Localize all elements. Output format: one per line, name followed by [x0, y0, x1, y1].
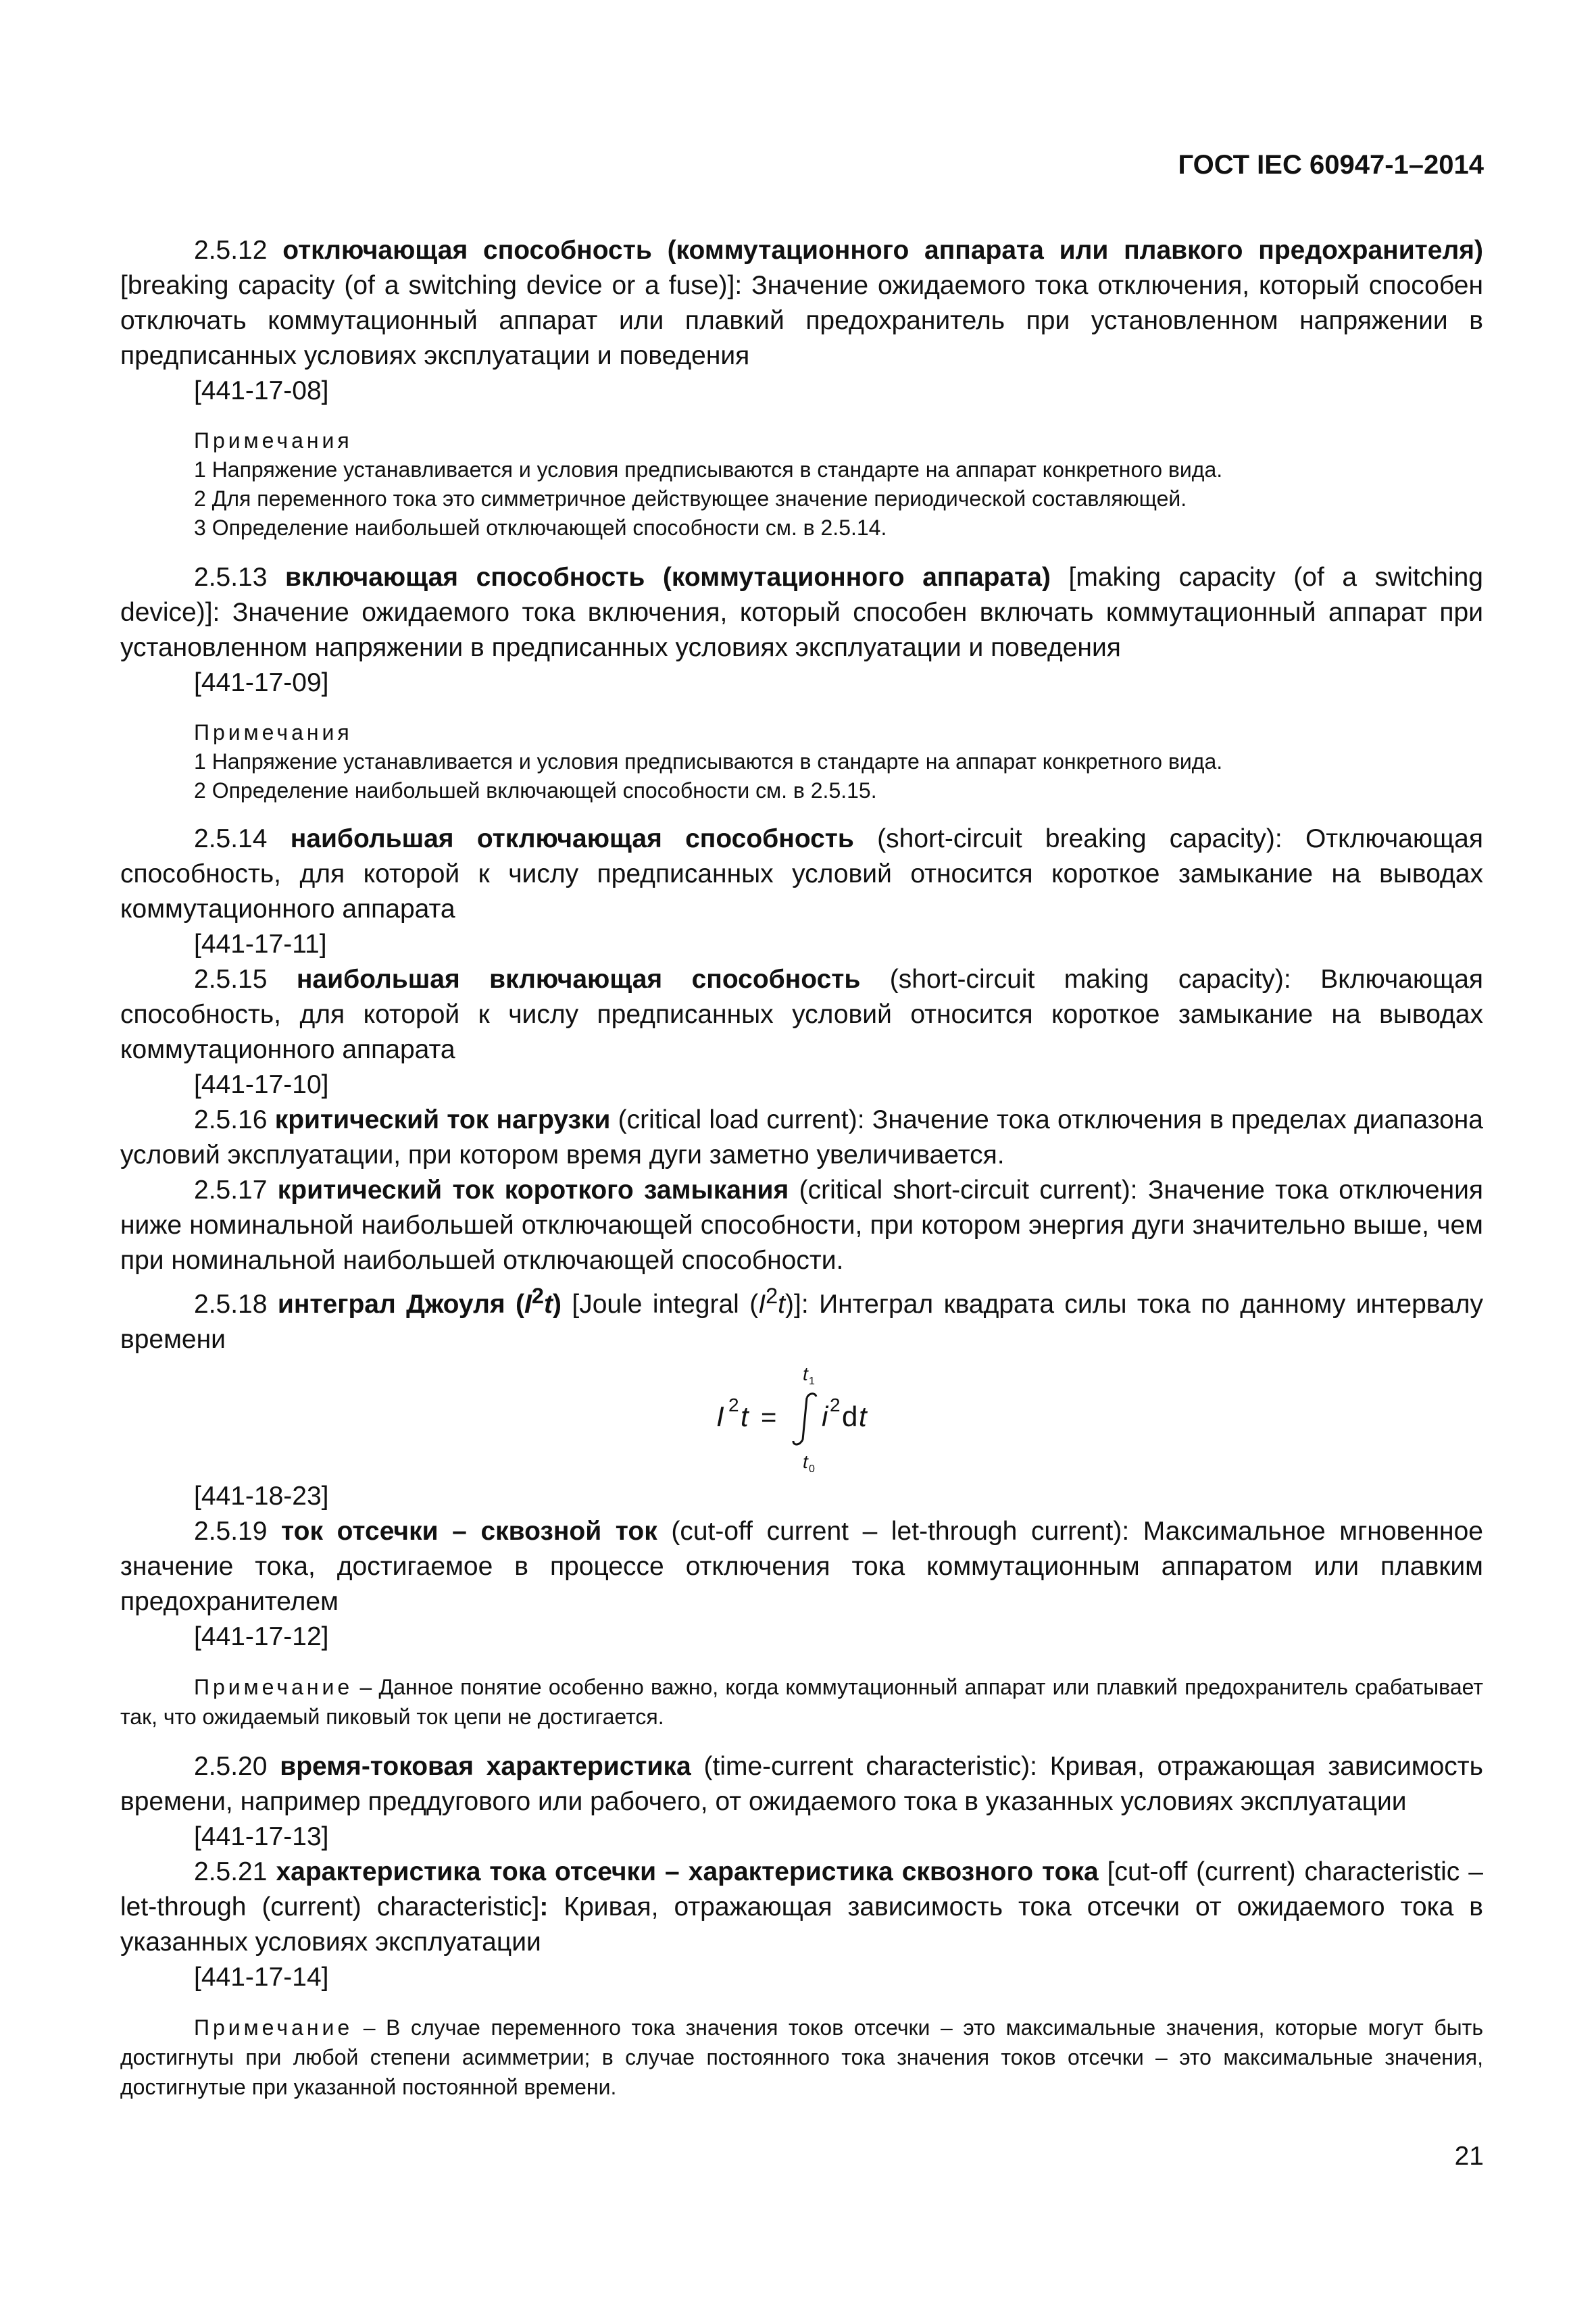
term-text: ): [552, 1290, 562, 1319]
formula-equals: =: [761, 1403, 777, 1432]
definition-paragraph: [120, 1278, 1483, 1357]
note-heading: Примечание: [194, 1675, 353, 1699]
english-term: (short-circuit breaking capacity):: [877, 824, 1282, 853]
clause-number: 2.5.18: [194, 1290, 268, 1319]
iec-reference: [441-18-23]: [194, 1482, 329, 1511]
section-2-5-15: [120, 962, 1483, 1103]
formula-lhs-I: I: [716, 1401, 724, 1432]
term: наибольшая включающая способность: [296, 965, 861, 994]
section-2-5-19: [120, 1514, 1483, 1732]
definition-text: Значение тока отключения ниже номинальной наибольшей отключающей способности, при котором энергия дуги значительно выше, чем при номинальной наибольшей отключающей способности.: [120, 1176, 1484, 1275]
clause-number: 2.5.16: [194, 1105, 268, 1134]
note-item: 2 Для переменного тока это симметричное действующее значение периодической составляющей.: [194, 486, 1187, 511]
definition-text: Кривая, отражающая зависимость тока отсечки от ожидаемого тока в указанных условиях эксплуатации: [120, 1892, 1483, 1957]
note-paragraph: [120, 1672, 1483, 1732]
term-text: интеграл Джоуля (: [277, 1290, 525, 1319]
iec-reference: [441-17-10]: [194, 1070, 329, 1099]
definition-paragraph: [120, 1103, 1483, 1173]
english-term: [572, 1284, 809, 1319]
definition-paragraph: [120, 233, 1483, 374]
document-code: ГОСТ IEC 60947-1–2014: [1178, 150, 1484, 180]
notes-block: [120, 426, 1483, 543]
definition-paragraph: [120, 822, 1483, 927]
english-symbol: t: [778, 1290, 785, 1319]
english-term: [breaking capacity (of a switching device or a fuse)]:: [120, 271, 743, 300]
definition-paragraph: [120, 1514, 1483, 1619]
formula-rhs-i: i: [822, 1401, 828, 1432]
definition-text: Включающая способность, для которой к числу предписанных условий относится короткое замыкание на выводах коммутационного аппарата: [120, 965, 1484, 1064]
term: отключающая способность (коммутационного аппарата или плавкого предохранителя): [282, 236, 1483, 265]
note-heading: Примечание: [194, 2015, 353, 2040]
formula-lower-limit: t: [803, 1451, 808, 1472]
notes-heading: Примечания: [194, 428, 353, 453]
section-2-5-17: [120, 1173, 1483, 1278]
definition-text: Отключающая способность, для которой к числу предписанных условий относится короткое замыкание на выводах коммутационного аппарата: [120, 824, 1483, 924]
section-2-5-12: [120, 233, 1483, 543]
note-item: 3 Определение наибольшей отключающей способности см. в 2.5.14.: [194, 515, 887, 540]
iec-reference: [441-17-11]: [194, 930, 327, 959]
note-item: 2 Определение наибольшей включающей способности см. в 2.5.15.: [194, 778, 877, 803]
term: наибольшая отключающая способность: [290, 824, 854, 853]
term: характеристика тока отсечки – характеристика сквозного тока: [276, 1857, 1099, 1886]
definition-text: Значение тока отключения в пределах диапазона условий эксплуатации, при котором время дуги заметно увеличивается.: [120, 1105, 1483, 1169]
clause-number: 2.5.21: [194, 1857, 268, 1886]
definition-paragraph: [120, 962, 1483, 1067]
clause-number: 2.5.17: [194, 1176, 268, 1205]
term: [277, 1284, 562, 1319]
page-number: 21: [1454, 2142, 1484, 2171]
definition-text: Интеграл квадрата силы тока по данному интервалу времени: [120, 1290, 1484, 1354]
formula-rhs-d: d: [842, 1401, 858, 1432]
formula-rhs-exponent: 2: [830, 1394, 841, 1415]
definition-text: Кривая, отражающая зависимость времени, например преддугового или рабочего, от ожидаемого тока в указанных условиях эксплуатации: [120, 1752, 1483, 1816]
section-2-5-20: [120, 1749, 1483, 1855]
notes-heading: Примечания: [194, 720, 353, 745]
english-term: [cut-off (current) characteristic – let-through (current) characteristic]: [120, 1857, 1483, 1921]
note-item: 1 Напряжение устанавливается и условия предписываются в стандарте на аппарат конкретного вида.: [194, 457, 1223, 482]
section-2-5-21: [120, 1855, 1483, 2102]
iec-reference: [441-17-13]: [194, 1822, 329, 1851]
formula-lhs-exponent: 2: [728, 1394, 739, 1415]
formula-lhs-t: t: [741, 1401, 749, 1432]
iec-reference: [441-17-09]: [194, 668, 329, 697]
english-term: [making capacity (of a switching device)]:: [120, 563, 1483, 627]
english-term: (cut-off current – let-through current):: [671, 1517, 1130, 1546]
definition-text: Значение ожидаемого тока включения, который способен включать коммутационный аппарат при установленном напряжении в предписанных условиях эксплуатации и поведения: [120, 598, 1483, 662]
iec-reference: [441-17-12]: [194, 1622, 329, 1651]
section-2-5-18: [120, 1278, 1483, 1514]
term: включающая способность (коммутационного аппарата): [285, 563, 1051, 592]
note-item: 1 Напряжение устанавливается и условия предписываются в стандарте на аппарат конкретного вида.: [194, 749, 1223, 774]
formula-rhs-t: t: [859, 1401, 867, 1432]
clause-number: 2.5.19: [194, 1517, 268, 1546]
term-symbol: I: [524, 1290, 532, 1319]
iec-reference: [441-17-14]: [194, 1963, 329, 1992]
term: критический ток нагрузки: [274, 1105, 611, 1134]
definition-paragraph: [120, 560, 1483, 665]
document-body: [120, 233, 1483, 2102]
note-paragraph: [120, 2013, 1483, 2102]
term: время-токовая характеристика: [280, 1752, 691, 1781]
definition-text: Максимальное мгновенное значение тока, достигаемое в процессе отключения тока коммутационным аппаратом или плавким предохранителем: [120, 1517, 1483, 1616]
colon: :: [539, 1892, 549, 1921]
formula-lower-subscript: 0: [809, 1463, 815, 1475]
english-term: (critical load current):: [618, 1105, 865, 1134]
english-symbol: I: [758, 1290, 766, 1319]
formula-upper-limit: t: [803, 1363, 808, 1384]
term-exponent: 2: [531, 1284, 544, 1308]
note-text: – Данное понятие особенно важно, когда коммутационный аппарат или плавкий предохранитель срабатывает так, что ожидаемый пиковый ток цепи не достигается.: [120, 1675, 1483, 1729]
section-2-5-16: [120, 1103, 1483, 1173]
english-exponent: 2: [766, 1284, 778, 1308]
definition-paragraph: [120, 1173, 1483, 1278]
iec-reference: [441-17-08]: [194, 376, 329, 405]
formula-upper-subscript: 1: [809, 1376, 815, 1387]
definition-paragraph: [120, 1749, 1483, 1819]
joule-integral-formula: [120, 1357, 1483, 1479]
english-term: (time-current characteristic):: [703, 1752, 1037, 1781]
integral-sign: [793, 1394, 816, 1444]
term: ток отсечки – сквозной ток: [281, 1517, 657, 1546]
english-term: (short-circuit making capacity):: [889, 965, 1291, 994]
clause-number: 2.5.15: [194, 965, 268, 994]
english-text: [Joule integral (: [572, 1290, 759, 1319]
english-text: )]:: [785, 1290, 809, 1319]
note-text: – В случае переменного тока значения токов отсечки – это максимальные значения, которые могут быть достигнуты при любой степени асимметрии; в случае постоянного тока значения токов отсечки – это максимальные значения, достигнутые при указанной постоянной времени.: [120, 2015, 1484, 2099]
definition-text: Значение ожидаемого тока отключения, который способен отключать коммутационный аппарат или плавкий предохранитель при установленном напряжении в предписанных условиях эксплуатации и поведения: [120, 271, 1483, 370]
clause-number: 2.5.14: [194, 824, 268, 853]
section-2-5-13: [120, 560, 1483, 805]
term: критический ток короткого замыкания: [277, 1176, 789, 1205]
notes-block: [120, 718, 1483, 805]
clause-number: 2.5.13: [194, 563, 268, 592]
definition-paragraph: [120, 1855, 1483, 1960]
term-symbol: t: [543, 1290, 553, 1319]
clause-number: 2.5.20: [194, 1752, 268, 1781]
section-2-5-14: [120, 822, 1483, 962]
english-term: (critical short-circuit current):: [799, 1176, 1138, 1205]
clause-number: 2.5.12: [194, 236, 268, 265]
